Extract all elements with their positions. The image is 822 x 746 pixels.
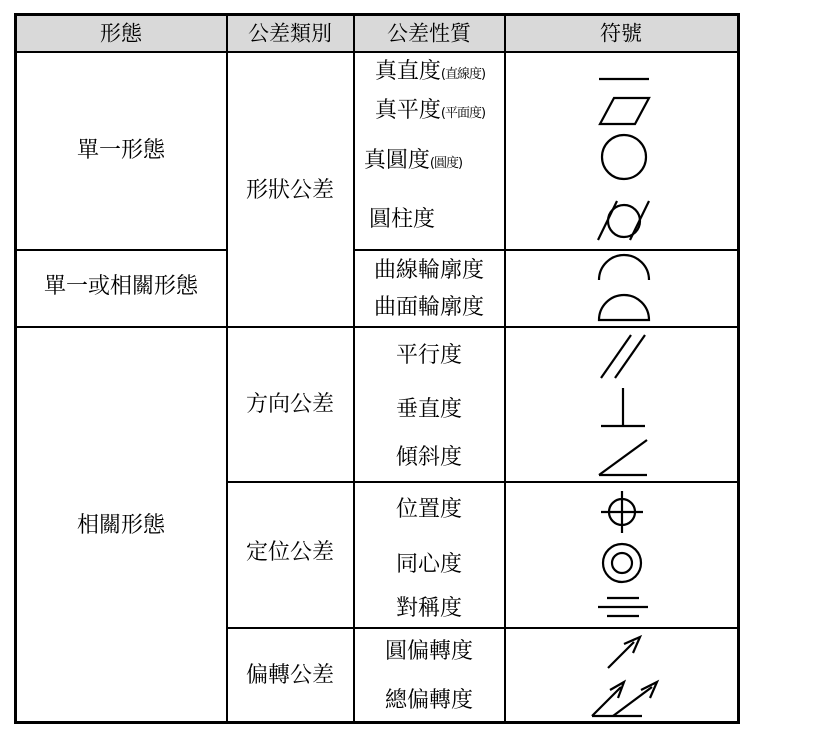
header-property: 公差性質 xyxy=(387,21,471,46)
circularity-symbol xyxy=(602,135,646,179)
total-runout-symbol xyxy=(592,682,657,716)
symbols-layer xyxy=(17,16,737,721)
property-surface-profile: 曲面輪廓度 xyxy=(373,295,485,320)
category-runout: 偏轉公差 xyxy=(245,663,335,688)
circular-runout-symbol xyxy=(608,637,640,668)
property-angularity: 傾斜度 xyxy=(395,445,463,470)
tolerance-table xyxy=(14,13,740,724)
property-concentricity: 同心度 xyxy=(395,552,463,577)
property-perpendicularity: 垂直度 xyxy=(395,397,463,422)
concentricity-symbol xyxy=(603,544,641,582)
property-note: (平面度) xyxy=(440,106,486,121)
cylindricity-symbol xyxy=(598,201,649,240)
property-note: (圓度) xyxy=(429,156,463,171)
symmetry-symbol xyxy=(598,598,648,616)
parallelism-symbol xyxy=(601,335,645,378)
angularity-symbol xyxy=(599,440,647,475)
position-symbol xyxy=(601,491,643,533)
profile-of-surface-symbol xyxy=(599,295,649,320)
property-symmetry: 對稱度 xyxy=(395,596,463,621)
category-location: 定位公差 xyxy=(245,540,335,565)
form-related: 相關形態 xyxy=(76,513,166,538)
property-label: 真平度 xyxy=(374,98,441,123)
property-circular-runout: 圓偏轉度 xyxy=(384,639,474,664)
property-line-profile: 曲線輪廓度 xyxy=(373,258,485,283)
property-note: (直線度) xyxy=(440,67,486,82)
property-parallelism: 平行度 xyxy=(395,343,463,368)
form-single: 單一形態 xyxy=(76,138,166,163)
property-cylindricity: 圓柱度 xyxy=(368,207,436,232)
perpendicularity-symbol xyxy=(601,388,645,426)
header-category: 公差類別 xyxy=(248,21,332,46)
form-single-or-related: 單一或相關形態 xyxy=(43,274,199,299)
property-label: 真直度 xyxy=(374,59,441,84)
category-shape: 形狀公差 xyxy=(245,178,335,203)
property-label: 真圓度 xyxy=(363,148,430,173)
property-position: 位置度 xyxy=(395,497,463,522)
flatness-symbol xyxy=(600,98,649,124)
category-orientation: 方向公差 xyxy=(245,392,335,417)
property-total-runout: 總偏轉度 xyxy=(384,688,474,713)
header-form: 形態 xyxy=(100,21,142,46)
profile-of-line-symbol xyxy=(599,255,649,280)
header-symbol: 符號 xyxy=(600,21,642,46)
